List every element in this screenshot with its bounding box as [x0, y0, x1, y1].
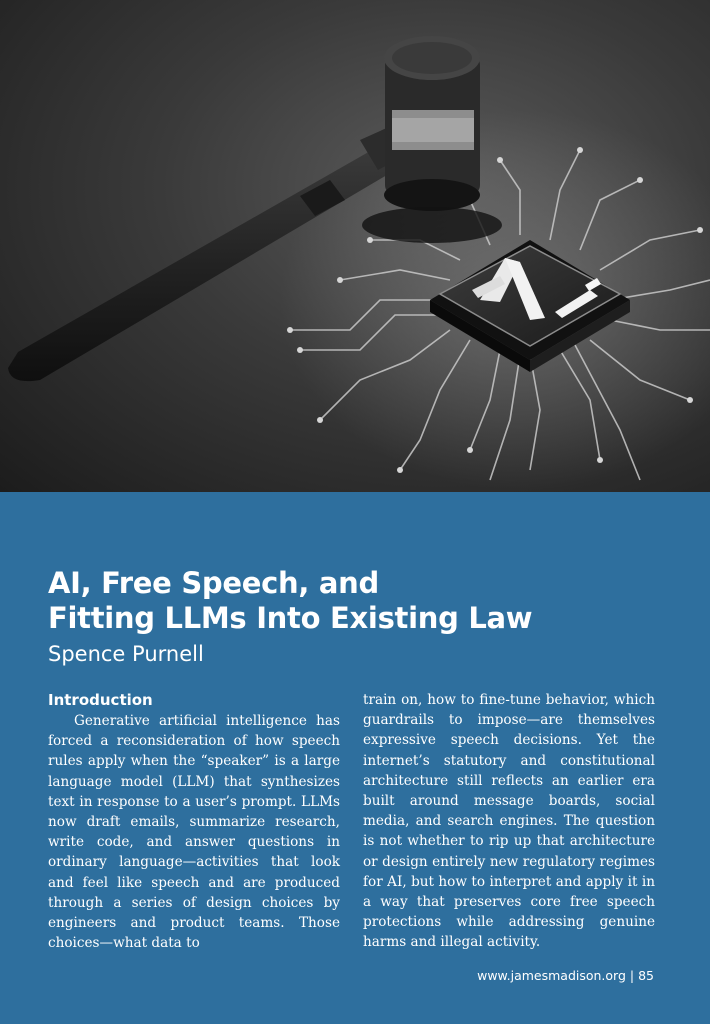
article-title-line-1: AI, Free Speech, and — [48, 566, 379, 600]
body-paragraph-right: train on, how to fine-tune behavior, which guardrails to impose—are themselves expressive speech decisions. Yet the internet’s statutory and constitutional architecture still reflects an earlier era built around message boards, social media, and search engines. The question is not whether to rip up that architecture or design entirely new regulatory regimes for AI, but how to interpret and apply it in a way that preserves core free speech protections while addressing genuine harms and illegal activity. — [363, 692, 655, 951]
article-column-left — [48, 690, 340, 953]
page-footer — [477, 968, 654, 983]
article-title-line-2: Fitting LLMs Into Existing Law — [48, 601, 533, 635]
article-title — [48, 566, 668, 636]
footer-separator: | — [629, 968, 635, 983]
gavel-circuit-illustration — [0, 0, 710, 492]
hero-image — [0, 0, 710, 492]
page-number: 85 — [638, 968, 654, 983]
body-paragraph-left: Generative artificial intelligence has forced a reconsideration of how speech rules apply when the “speaker” is a large language model (LLM) that synthesizes text in response to a user’s prompt. LLMs now draft emails, summarize research, write code, and answer questions in ordinary language—activities that look and feel like speech and are produced through a series of design choices by engineers and product teams. Those choices—what data to — [48, 713, 340, 952]
article-column-right — [363, 690, 655, 953]
section-heading: Introduction — [48, 691, 153, 709]
footer-site-link[interactable]: www.jamesmadison.org — [477, 968, 626, 983]
article-author: Spence Purnell — [48, 642, 204, 666]
